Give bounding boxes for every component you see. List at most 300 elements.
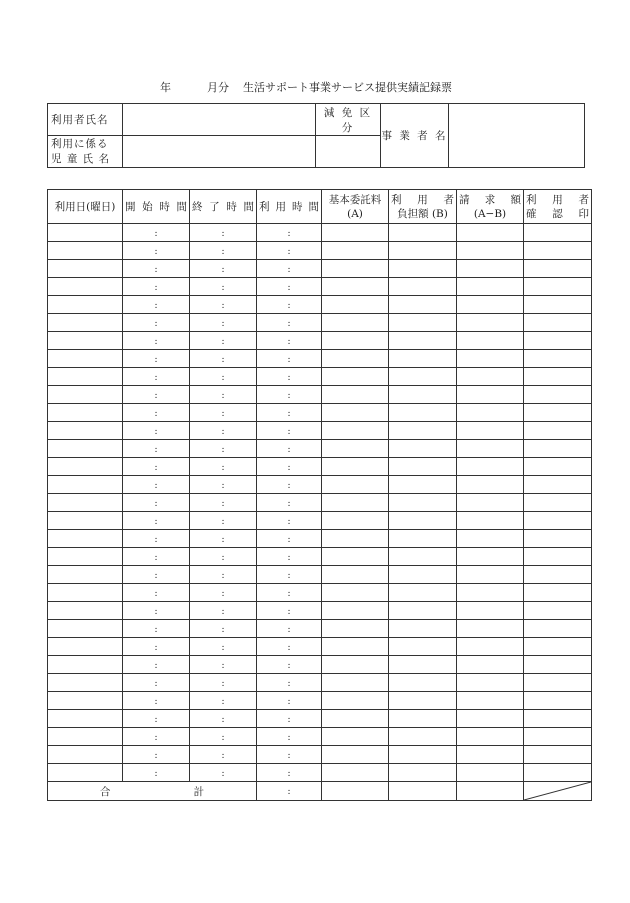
claim-cell[interactable] (457, 566, 524, 584)
usage-time-cell[interactable] (257, 350, 322, 368)
time-separator: : (154, 390, 158, 401)
confirm-cell[interactable] (524, 620, 592, 638)
date-cell[interactable] (48, 278, 123, 296)
fee-cell[interactable] (322, 440, 389, 458)
end-time-cell[interactable] (190, 494, 257, 512)
child-name-field[interactable] (123, 136, 316, 168)
header-row (48, 190, 592, 224)
burden-cell[interactable] (389, 620, 457, 638)
usage-time-cell[interactable] (257, 602, 322, 620)
burden-cell[interactable] (389, 458, 457, 476)
claim-cell[interactable] (457, 728, 524, 746)
date-cell[interactable] (48, 494, 123, 512)
usage-time-cell[interactable] (257, 260, 322, 278)
claim-cell[interactable] (457, 386, 524, 404)
col-start: 開 始 時 間 (123, 190, 190, 224)
claim-cell[interactable] (457, 692, 524, 710)
time-separator: : (287, 444, 291, 455)
claim-cell[interactable] (457, 350, 524, 368)
end-time-cell[interactable] (190, 278, 257, 296)
time-separator: : (221, 678, 225, 689)
date-cell[interactable] (48, 602, 123, 620)
fee-cell[interactable] (322, 620, 389, 638)
total-burden-cell[interactable] (389, 782, 457, 801)
start-time-cell[interactable] (123, 242, 190, 260)
end-time-cell[interactable] (190, 656, 257, 674)
burden-cell[interactable] (389, 440, 457, 458)
end-time-cell[interactable] (190, 638, 257, 656)
date-cell[interactable] (48, 458, 123, 476)
usage-time-cell[interactable] (257, 656, 322, 674)
start-time-cell[interactable] (123, 260, 190, 278)
confirm-cell[interactable] (524, 638, 592, 656)
date-cell[interactable] (48, 620, 123, 638)
fee-cell[interactable] (322, 548, 389, 566)
start-time-cell[interactable] (123, 548, 190, 566)
confirm-cell[interactable] (524, 278, 592, 296)
claim-cell[interactable] (457, 530, 524, 548)
claim-cell[interactable] (457, 602, 524, 620)
usage-time-cell[interactable] (257, 728, 322, 746)
table-row (48, 494, 592, 512)
confirm-cell[interactable] (524, 314, 592, 332)
burden-cell[interactable] (389, 314, 457, 332)
time-separator: : (287, 246, 291, 257)
confirm-cell[interactable] (524, 692, 592, 710)
start-time-cell[interactable] (123, 332, 190, 350)
confirm-cell[interactable] (524, 674, 592, 692)
usage-time-cell[interactable] (257, 692, 322, 710)
date-cell[interactable] (48, 260, 123, 278)
date-cell[interactable] (48, 764, 123, 782)
burden-cell[interactable] (389, 332, 457, 350)
time-separator: : (154, 750, 158, 761)
burden-cell[interactable] (389, 260, 457, 278)
burden-cell[interactable] (389, 764, 457, 782)
claim-cell[interactable] (457, 242, 524, 260)
date-cell[interactable] (48, 530, 123, 548)
usage-time-cell[interactable] (257, 386, 322, 404)
end-time-cell[interactable] (190, 440, 257, 458)
fee-cell[interactable] (322, 404, 389, 422)
burden-cell[interactable] (389, 728, 457, 746)
time-separator: : (287, 750, 291, 761)
fee-cell[interactable] (322, 692, 389, 710)
burden-cell[interactable] (389, 746, 457, 764)
start-time-cell[interactable] (123, 674, 190, 692)
date-cell[interactable] (48, 566, 123, 584)
fee-cell[interactable] (322, 710, 389, 728)
end-time-cell[interactable] (190, 584, 257, 602)
fee-cell[interactable] (322, 638, 389, 656)
fee-cell[interactable] (322, 764, 389, 782)
confirm-cell[interactable] (524, 224, 592, 242)
date-cell[interactable] (48, 404, 123, 422)
usage-time-cell[interactable] (257, 440, 322, 458)
fee-cell[interactable] (322, 386, 389, 404)
fee-cell[interactable] (322, 494, 389, 512)
time-separator: : (287, 642, 291, 653)
start-time-cell[interactable] (123, 764, 190, 782)
burden-cell[interactable] (389, 530, 457, 548)
claim-cell[interactable] (457, 656, 524, 674)
start-time-cell[interactable] (123, 566, 190, 584)
time-separator: : (154, 336, 158, 347)
date-cell[interactable] (48, 674, 123, 692)
end-time-cell[interactable] (190, 296, 257, 314)
claim-cell[interactable] (457, 494, 524, 512)
start-time-cell[interactable] (123, 746, 190, 764)
confirm-cell[interactable] (524, 656, 592, 674)
confirm-cell[interactable] (524, 368, 592, 386)
confirm-cell[interactable] (524, 350, 592, 368)
end-time-cell[interactable] (190, 512, 257, 530)
start-time-cell[interactable] (123, 530, 190, 548)
start-time-cell[interactable] (123, 440, 190, 458)
claim-cell[interactable] (457, 638, 524, 656)
confirm-cell[interactable] (524, 602, 592, 620)
date-cell[interactable] (48, 584, 123, 602)
fee-cell[interactable] (322, 278, 389, 296)
claim-cell[interactable] (457, 620, 524, 638)
burden-cell[interactable] (389, 404, 457, 422)
fee-cell[interactable] (322, 656, 389, 674)
date-cell[interactable] (48, 368, 123, 386)
date-cell[interactable] (48, 314, 123, 332)
end-time-cell[interactable] (190, 602, 257, 620)
confirm-cell[interactable] (524, 530, 592, 548)
start-time-cell[interactable] (123, 710, 190, 728)
end-time-cell[interactable] (190, 710, 257, 728)
end-time-cell[interactable] (190, 530, 257, 548)
time-separator: : (221, 354, 225, 365)
fee-cell[interactable] (322, 260, 389, 278)
fee-cell[interactable] (322, 422, 389, 440)
table-row (48, 746, 592, 764)
table-row (48, 566, 592, 584)
date-cell[interactable] (48, 728, 123, 746)
usage-time-cell[interactable] (257, 314, 322, 332)
burden-cell[interactable] (389, 710, 457, 728)
fee-cell[interactable] (322, 242, 389, 260)
date-cell[interactable] (48, 386, 123, 404)
time-separator: : (154, 354, 158, 365)
confirm-cell[interactable] (524, 242, 592, 260)
confirm-cell[interactable] (524, 710, 592, 728)
start-time-cell[interactable] (123, 224, 190, 242)
end-time-cell[interactable] (190, 764, 257, 782)
table-row (48, 548, 592, 566)
table-row (48, 584, 592, 602)
table-row (48, 350, 592, 368)
table-row (48, 260, 592, 278)
table-row (48, 296, 592, 314)
time-separator: : (154, 732, 158, 743)
fee-cell[interactable] (322, 584, 389, 602)
date-cell[interactable] (48, 512, 123, 530)
fee-cell[interactable] (322, 296, 389, 314)
usage-time-cell[interactable] (257, 296, 322, 314)
usage-time-cell[interactable] (257, 458, 322, 476)
start-time-cell[interactable] (123, 638, 190, 656)
end-time-cell[interactable] (190, 368, 257, 386)
claim-cell[interactable] (457, 746, 524, 764)
start-time-cell[interactable] (123, 584, 190, 602)
start-time-cell[interactable] (123, 314, 190, 332)
confirm-cell[interactable] (524, 260, 592, 278)
end-time-cell[interactable] (190, 314, 257, 332)
end-time-cell[interactable] (190, 224, 257, 242)
confirm-cell[interactable] (524, 728, 592, 746)
end-time-cell[interactable] (190, 476, 257, 494)
claim-cell[interactable] (457, 512, 524, 530)
total-claim-cell[interactable] (457, 782, 524, 801)
start-time-cell[interactable] (123, 458, 190, 476)
time-separator: : (154, 570, 158, 581)
claim-cell[interactable] (457, 764, 524, 782)
confirm-cell[interactable] (524, 476, 592, 494)
date-cell[interactable] (48, 422, 123, 440)
col-confirm: 利 用 者 確 認 印 (524, 190, 592, 224)
confirm-cell[interactable] (524, 422, 592, 440)
user-name-field[interactable] (123, 104, 316, 136)
time-separator: : (287, 354, 291, 365)
usage-time-cell[interactable] (257, 242, 322, 260)
confirm-cell[interactable] (524, 764, 592, 782)
end-time-cell[interactable] (190, 620, 257, 638)
end-time-cell[interactable] (190, 692, 257, 710)
usage-time-cell[interactable] (257, 620, 322, 638)
usage-time-cell[interactable] (257, 476, 322, 494)
usage-time-cell[interactable] (257, 746, 322, 764)
date-cell[interactable] (48, 656, 123, 674)
start-time-cell[interactable] (123, 728, 190, 746)
start-time-cell[interactable] (123, 494, 190, 512)
start-time-cell[interactable] (123, 386, 190, 404)
claim-cell[interactable] (457, 296, 524, 314)
fee-cell[interactable] (322, 530, 389, 548)
burden-cell[interactable] (389, 566, 457, 584)
claim-cell[interactable] (457, 404, 524, 422)
usage-time-cell[interactable] (257, 710, 322, 728)
claim-cell[interactable] (457, 422, 524, 440)
confirm-cell[interactable] (524, 512, 592, 530)
table-row (48, 710, 592, 728)
date-cell[interactable] (48, 332, 123, 350)
date-cell[interactable] (48, 692, 123, 710)
time-separator: : (221, 534, 225, 545)
start-time-cell[interactable] (123, 512, 190, 530)
burden-cell[interactable] (389, 386, 457, 404)
claim-cell[interactable] (457, 674, 524, 692)
end-time-cell[interactable] (190, 422, 257, 440)
claim-cell[interactable] (457, 548, 524, 566)
time-separator: : (154, 372, 158, 383)
end-time-cell[interactable] (190, 728, 257, 746)
fee-cell[interactable] (322, 602, 389, 620)
confirm-cell[interactable] (524, 332, 592, 350)
fee-cell[interactable] (322, 512, 389, 530)
end-time-cell[interactable] (190, 746, 257, 764)
usage-time-cell[interactable] (257, 674, 322, 692)
col-end: 終 了 時 間 (190, 190, 257, 224)
fee-cell[interactable] (322, 314, 389, 332)
date-cell[interactable] (48, 350, 123, 368)
claim-cell[interactable] (457, 314, 524, 332)
usage-time-cell[interactable] (257, 494, 322, 512)
usage-time-cell[interactable] (257, 368, 322, 386)
burden-cell[interactable] (389, 584, 457, 602)
date-cell[interactable] (48, 710, 123, 728)
burden-cell[interactable] (389, 296, 457, 314)
total-fee-cell[interactable] (322, 782, 389, 801)
fee-cell[interactable] (322, 674, 389, 692)
burden-cell[interactable] (389, 638, 457, 656)
time-separator: : (221, 444, 225, 455)
confirm-cell[interactable] (524, 386, 592, 404)
claim-cell[interactable] (457, 458, 524, 476)
fee-cell[interactable] (322, 476, 389, 494)
usage-time-cell[interactable] (257, 566, 322, 584)
end-time-cell[interactable] (190, 548, 257, 566)
time-separator: : (287, 606, 291, 617)
start-time-cell[interactable] (123, 404, 190, 422)
usage-time-cell[interactable] (257, 512, 322, 530)
end-time-cell[interactable] (190, 260, 257, 278)
start-time-cell[interactable] (123, 350, 190, 368)
start-time-cell[interactable] (123, 692, 190, 710)
claim-cell[interactable] (457, 278, 524, 296)
fee-cell[interactable] (322, 224, 389, 242)
fee-cell[interactable] (322, 332, 389, 350)
claim-cell[interactable] (457, 368, 524, 386)
burden-cell[interactable] (389, 476, 457, 494)
confirm-cell[interactable] (524, 548, 592, 566)
end-time-cell[interactable] (190, 566, 257, 584)
usage-time-cell[interactable] (257, 404, 322, 422)
time-separator: : (221, 606, 225, 617)
start-time-cell[interactable] (123, 602, 190, 620)
usage-time-cell[interactable] (257, 530, 322, 548)
burden-cell[interactable] (389, 368, 457, 386)
usage-time-cell[interactable] (257, 422, 322, 440)
claim-cell[interactable] (457, 476, 524, 494)
time-separator: : (154, 534, 158, 545)
time-separator: : (287, 336, 291, 347)
confirm-cell[interactable] (524, 296, 592, 314)
start-time-cell[interactable] (123, 368, 190, 386)
burden-cell[interactable] (389, 422, 457, 440)
start-time-cell[interactable] (123, 476, 190, 494)
fee-cell[interactable] (322, 458, 389, 476)
claim-cell[interactable] (457, 332, 524, 350)
claim-cell[interactable] (457, 584, 524, 602)
burden-cell[interactable] (389, 674, 457, 692)
start-time-cell[interactable] (123, 278, 190, 296)
confirm-cell[interactable] (524, 746, 592, 764)
fee-cell[interactable] (322, 728, 389, 746)
date-cell[interactable] (48, 746, 123, 764)
fee-cell[interactable] (322, 350, 389, 368)
burden-cell[interactable] (389, 548, 457, 566)
burden-cell[interactable] (389, 692, 457, 710)
col-burden: 利 用 者 負担額 (B) (389, 190, 457, 224)
usage-time-cell[interactable] (257, 638, 322, 656)
claim-cell[interactable] (457, 260, 524, 278)
date-cell[interactable] (48, 296, 123, 314)
fee-cell[interactable] (322, 746, 389, 764)
usage-time-cell[interactable] (257, 764, 322, 782)
date-cell[interactable] (48, 440, 123, 458)
usage-time-cell[interactable] (257, 278, 322, 296)
time-separator: : (154, 462, 158, 473)
date-cell[interactable] (48, 476, 123, 494)
usage-time-cell[interactable] (257, 332, 322, 350)
confirm-cell[interactable] (524, 566, 592, 584)
time-separator: : (221, 588, 225, 599)
end-time-cell[interactable] (190, 242, 257, 260)
confirm-cell[interactable] (524, 458, 592, 476)
start-time-cell[interactable] (123, 656, 190, 674)
end-time-cell[interactable] (190, 350, 257, 368)
usage-time-cell[interactable] (257, 548, 322, 566)
end-time-cell[interactable] (190, 386, 257, 404)
start-time-cell[interactable] (123, 296, 190, 314)
end-time-cell[interactable] (190, 674, 257, 692)
start-time-cell[interactable] (123, 422, 190, 440)
confirm-cell[interactable] (524, 404, 592, 422)
table-row (48, 314, 592, 332)
time-separator: : (221, 750, 225, 761)
total-usage-cell[interactable]: : (257, 782, 322, 801)
time-separator: : (221, 660, 225, 671)
burden-cell[interactable] (389, 656, 457, 674)
date-cell[interactable] (48, 224, 123, 242)
date-cell[interactable] (48, 242, 123, 260)
confirm-cell[interactable] (524, 440, 592, 458)
burden-cell[interactable] (389, 224, 457, 242)
end-time-cell[interactable] (190, 404, 257, 422)
date-cell[interactable] (48, 638, 123, 656)
start-time-cell[interactable] (123, 620, 190, 638)
title-name: 生活サポート事業サービス提供実績記録票 (243, 81, 452, 94)
fee-cell[interactable] (322, 368, 389, 386)
burden-cell[interactable] (389, 494, 457, 512)
time-separator: : (221, 498, 225, 509)
claim-cell[interactable] (457, 710, 524, 728)
usage-time-cell[interactable] (257, 584, 322, 602)
burden-cell[interactable] (389, 350, 457, 368)
provider-name-field[interactable] (449, 104, 585, 168)
end-time-cell[interactable] (190, 332, 257, 350)
confirm-cell[interactable] (524, 494, 592, 512)
burden-cell[interactable] (389, 242, 457, 260)
burden-cell[interactable] (389, 602, 457, 620)
end-time-cell[interactable] (190, 458, 257, 476)
confirm-cell[interactable] (524, 584, 592, 602)
time-separator: : (154, 408, 158, 419)
claim-cell[interactable] (457, 440, 524, 458)
claim-cell[interactable] (457, 224, 524, 242)
fee-cell[interactable] (322, 566, 389, 584)
reduction-field[interactable] (316, 136, 381, 168)
date-cell[interactable] (48, 548, 123, 566)
total-row (48, 782, 592, 801)
time-separator: : (287, 264, 291, 275)
usage-time-cell[interactable] (257, 224, 322, 242)
burden-cell[interactable] (389, 278, 457, 296)
burden-cell[interactable] (389, 512, 457, 530)
